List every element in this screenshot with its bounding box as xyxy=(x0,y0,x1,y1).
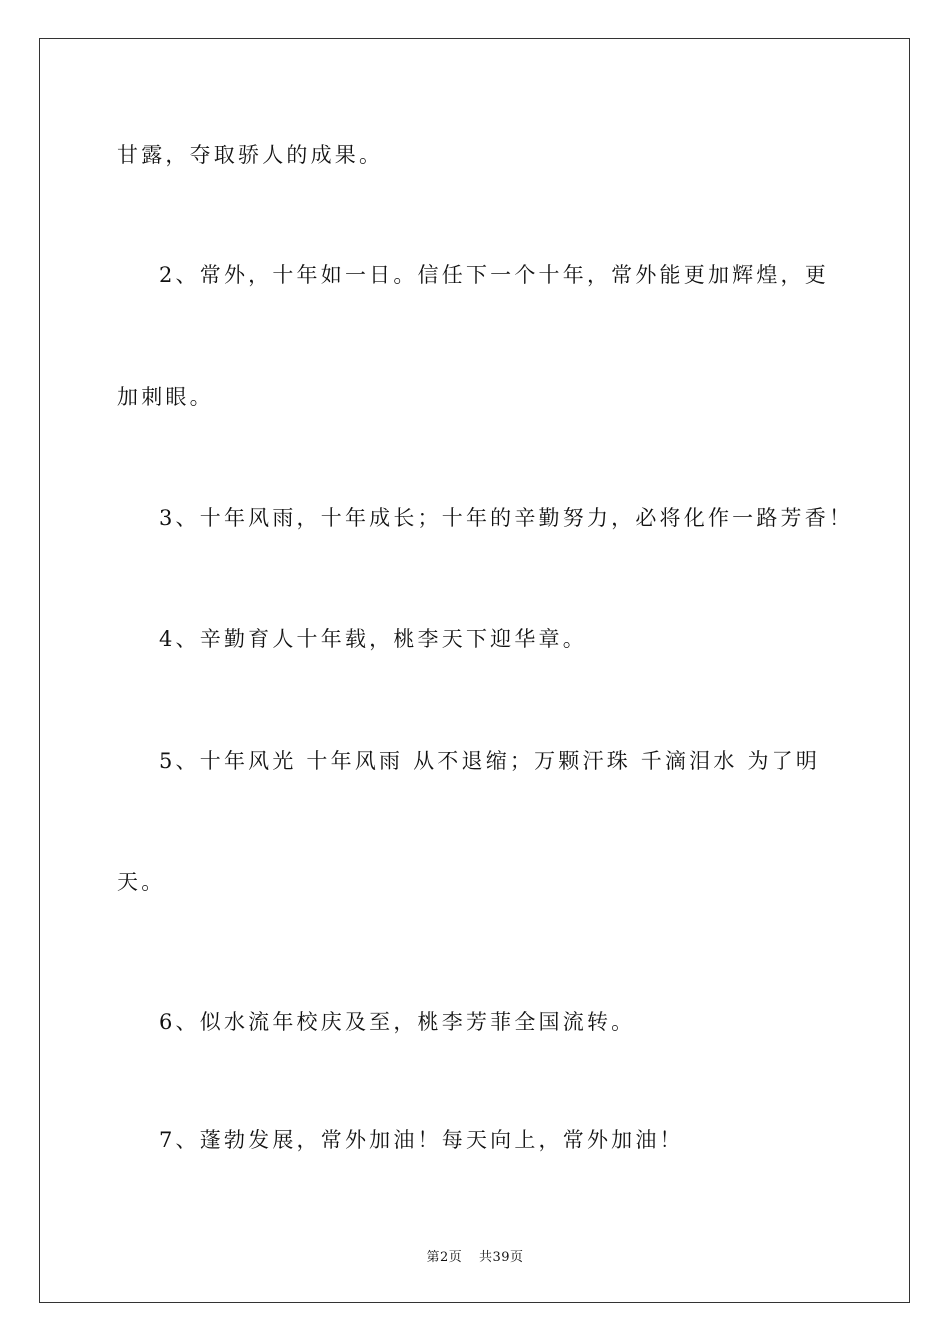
text-line-1: 甘露，夺取骄人的成果。 xyxy=(117,143,384,167)
text-line-4: 3、十年风雨，十年成长；十年的辛勤努力，必将化作一路芳香！ xyxy=(159,506,854,530)
page-total: 共39页 xyxy=(478,1250,524,1265)
text-line-2: 2、常外，十年如一日。信任下一个十年，常外能更加辉煌，更 xyxy=(159,263,829,287)
page-number: 第2页 xyxy=(426,1250,463,1265)
page-footer xyxy=(0,1246,950,1265)
text-line-6: 5、十年风光 十年风雨 从不退缩；万颗汗珠 千滴泪水 为了明 xyxy=(159,749,821,773)
page-border xyxy=(39,38,910,1303)
text-line-8: 6、似水流年校庆及至，桃李芳菲全国流转。 xyxy=(159,1010,636,1034)
text-line-3: 加刺眼。 xyxy=(117,385,214,409)
text-line-7: 天。 xyxy=(117,870,166,894)
text-line-5: 4、辛勤育人十年载，桃李天下迎华章。 xyxy=(159,627,587,651)
text-line-9: 7、蓬勃发展，常外加油！每天向上，常外加油！ xyxy=(159,1128,684,1152)
